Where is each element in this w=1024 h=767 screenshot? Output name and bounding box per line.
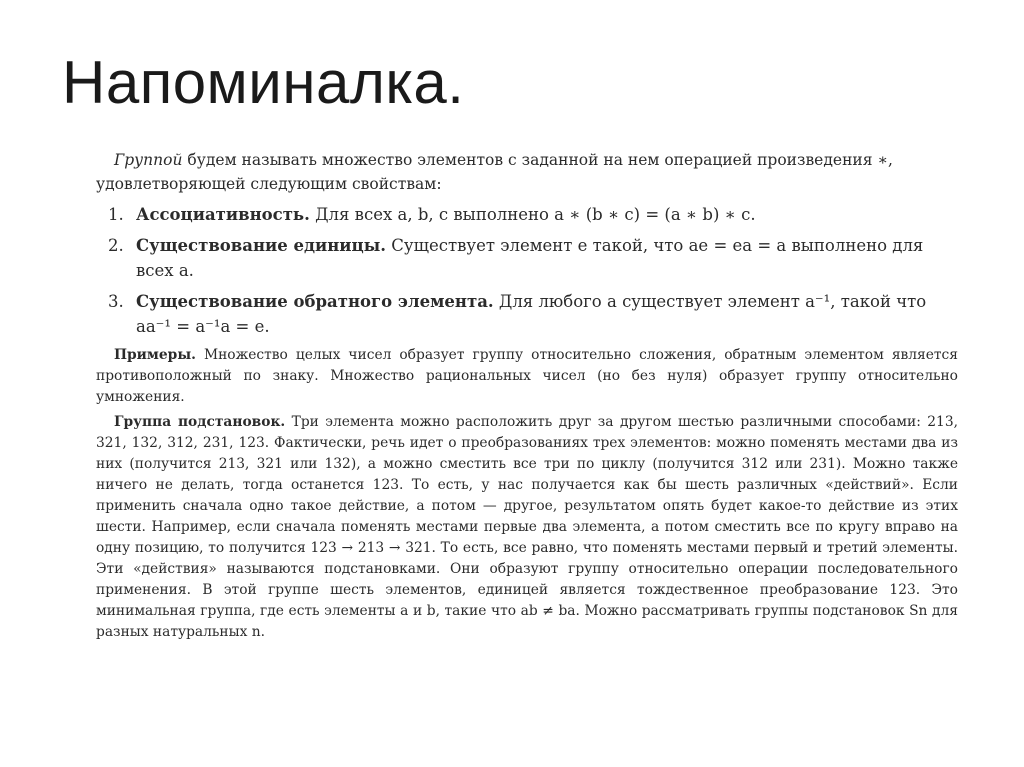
permutation-text: Три элемента можно расположить друг за другом шестью различными способами: 213, 321, 132, 312, 231, 123. Фактически, речь идет о преобразованиях трех элементов: можно поменять местами два из них (получится 213, 321 или 132), а можно сместить все три по циклу (получится 312 или 231). Можно также ничего не делать, тогда останется 123. То есть, у нас получается как бы шесть различных «действий». Если применить сначала одно такое действие, а потом — другое, результатом опять будет какое-то действие из этих шести. Например, если сначала поменять местами первые два элемента, а потом сместить все по кругу вправо на одну позицию, то получится 123 → 213 → 321. То есть, все равно, что поменять местами первый и третий элементы. Эти «действия» называются подстановками. Они образуют группу относительно операции последовательного применения. В этой группе шесть элементов, единицей является тождественное преобразование 123. Это минимальная группа, где есть элементы a и b, такие что ab ≠ ba. Можно рассматривать группы подстановок Sn для разных натуральных n. — [96, 414, 959, 640]
group-definition — [96, 148, 958, 196]
property-title: Существование единицы. — [136, 236, 387, 255]
examples-title: Примеры. — [114, 347, 196, 363]
examples-paragraph — [96, 345, 958, 408]
property-item — [108, 202, 958, 227]
property-text: Для любого a существует элемент a⁻¹, такой что aa⁻¹ = a⁻¹a = e. — [136, 292, 927, 336]
property-number: 3. — [108, 292, 124, 311]
permutation-group-paragraph — [96, 412, 958, 643]
intro-text: будем называть множество элементов с заданной на нем операцией произведения ∗, удовлетворяющей следующим свойствам: — [96, 151, 893, 193]
slide-title: Напоминалка. — [62, 49, 465, 116]
group-properties-list — [96, 202, 958, 339]
property-number: 1. — [108, 205, 124, 224]
property-title: Существование обратного элемента. — [136, 292, 494, 311]
examples-text: Множество целых чисел образует группу относительно сложения, обратным элементом является противоположный по знаку. Множество рациональных чисел (но без нуля) образует группу относительно умножения. — [96, 347, 958, 405]
property-title: Ассоциативность. — [136, 205, 310, 224]
property-text: Для всех a, b, c выполнено a ∗ (b ∗ c) = (a ∗ b) ∗ c. — [309, 205, 756, 224]
property-number: 2. — [108, 236, 124, 255]
permutation-title: Группа подстановок. — [114, 414, 286, 430]
intro-italic: Группой — [114, 151, 183, 169]
property-item — [108, 233, 958, 283]
property-text: Существует элемент e такой, что ae = ea = a выполнено для всех a. — [136, 236, 924, 280]
property-item — [108, 289, 958, 339]
document-body — [96, 148, 958, 643]
